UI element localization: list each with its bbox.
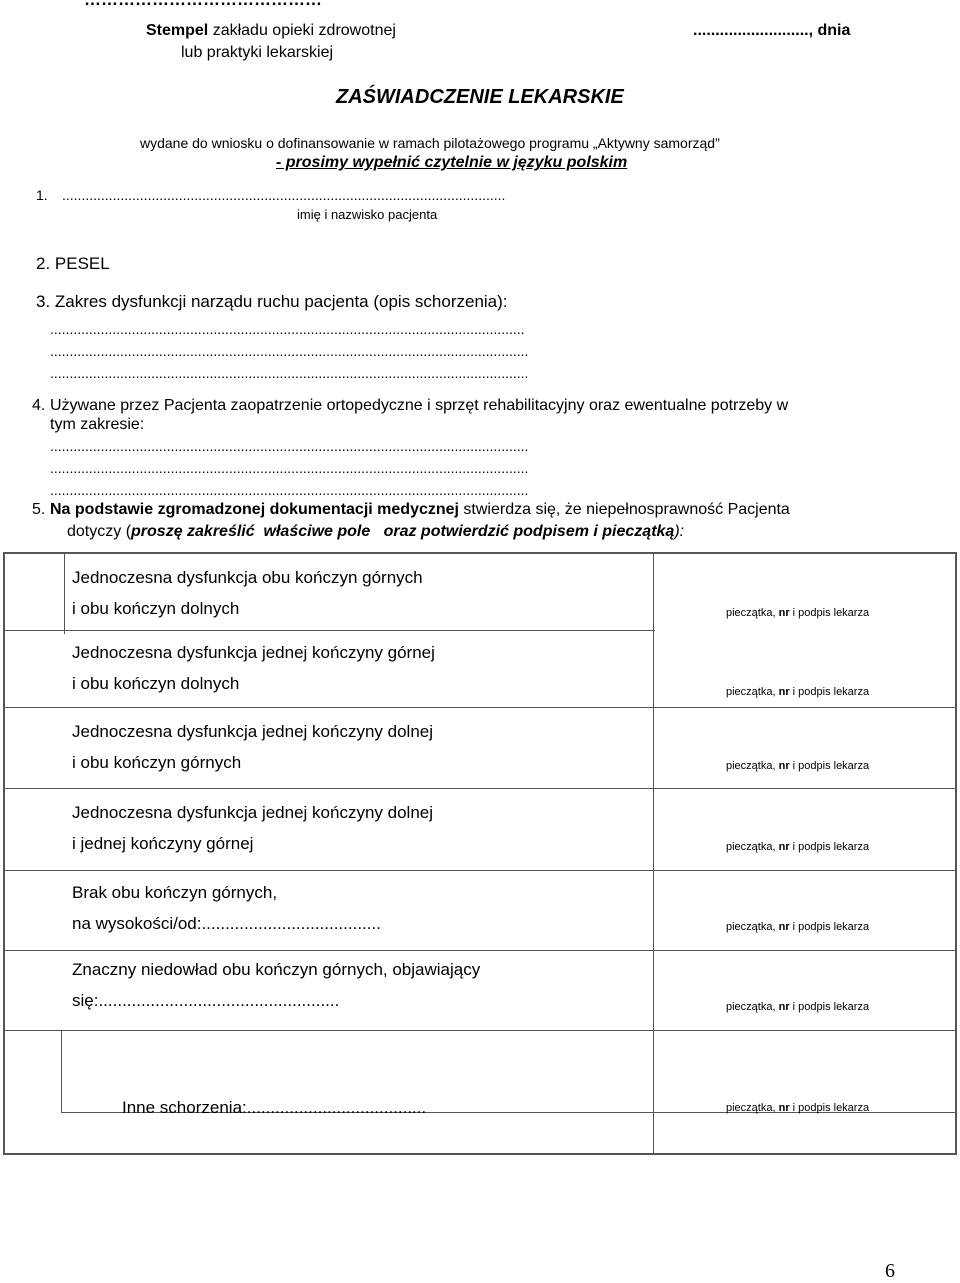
- sig-post: i podpis lekarza: [789, 686, 870, 698]
- row-4-line-1: Jednoczesna dysfunkcja jednej kończyny dolnej: [72, 803, 434, 822]
- row-5-line-2: na wysokości/od:......................................: [72, 914, 381, 933]
- sig-nr: nr: [778, 686, 790, 698]
- date-suffix: , dnia: [808, 22, 851, 39]
- sig-post: i podpis lekarza: [789, 1001, 870, 1013]
- sig-post: i podpis lekarza: [789, 841, 870, 853]
- sig-nr: nr: [778, 607, 790, 619]
- stamp-label-line1: [146, 22, 396, 40]
- table-row-2[interactable]: [72, 637, 435, 699]
- row-2-line-1: Jednoczesna dysfunkcja jednej kończyny górnej: [72, 643, 435, 662]
- field-5-text-1: [50, 501, 790, 519]
- stamp-label-bold: Stempel: [146, 22, 209, 39]
- sig-pre: pieczątka,: [726, 921, 779, 933]
- table-vline-bottom: [61, 1030, 62, 1112]
- document-title: ZAŚWIADCZENIE LEKARSKIE: [336, 86, 624, 108]
- table-row-5[interactable]: [72, 877, 381, 939]
- sig-nr: nr: [778, 1001, 790, 1013]
- sig-pre: pieczątka,: [726, 841, 779, 853]
- row-1-line-2: i obu kończyn dolnych: [72, 599, 240, 618]
- row-4-signature[interactable]: [726, 841, 869, 853]
- field-1-number: 1.: [36, 187, 48, 203]
- field-5-line2-c: oraz potwierdzić podpisem i pieczątką: [370, 523, 675, 540]
- table-row-1[interactable]: [72, 562, 423, 624]
- table-row-3[interactable]: [72, 716, 433, 778]
- sig-nr: nr: [778, 760, 790, 772]
- table-hline-2: [5, 707, 955, 708]
- field-5-line2-a: dotyczy (: [67, 523, 132, 540]
- table-row-4[interactable]: [72, 797, 433, 859]
- row-3-signature[interactable]: [726, 760, 869, 772]
- row-2-line-2: i obu kończyn dolnych: [72, 674, 240, 693]
- table-hline-3: [5, 788, 955, 789]
- row-3-line-1: Jednoczesna dysfunkcja jednej kończyny dolnej: [72, 722, 434, 741]
- row-5-line-1: Brak obu kończyn górnych,: [72, 883, 278, 902]
- table-vline-right: [653, 552, 654, 634]
- field-4-number: 4.: [32, 397, 46, 414]
- row-7-signature[interactable]: [726, 1102, 869, 1114]
- table-hline-4: [5, 870, 955, 871]
- sig-pre: pieczątka,: [726, 686, 779, 698]
- row-4-line-2: i jednej kończyny górnej: [72, 834, 254, 853]
- row-5-signature[interactable]: [726, 921, 869, 933]
- table-vline-right-2: [653, 634, 654, 1154]
- document-subtitle: wydane do wniosku o dofinansowanie w ramach pilotażowego programu „Aktywny samorząd”: [140, 135, 720, 151]
- table-hline-1: [5, 630, 655, 631]
- sig-post: i podpis lekarza: [789, 760, 870, 772]
- date-dots: ..........................: [693, 22, 809, 39]
- field-3-line-1[interactable]: ..........................................................................................................................: [50, 321, 525, 337]
- row-3-line-2: i obu kończyn górnych: [72, 753, 242, 772]
- sig-nr: nr: [778, 921, 790, 933]
- patient-name-caption: imię i nazwisko pacjenta: [297, 207, 438, 222]
- stamp-label-rest: zakładu opieki zdrowotnej: [208, 22, 396, 39]
- table-vline-left: [64, 552, 65, 634]
- row-2-signature[interactable]: [726, 686, 869, 698]
- row-1-line-1: Jednoczesna dysfunkcja obu kończyn górnych: [72, 568, 423, 587]
- sig-pre: pieczątka,: [726, 607, 779, 619]
- field-3-line-2[interactable]: ...........................................................................................................................: [50, 343, 529, 359]
- row-6-line-2: się:...................................................: [72, 991, 340, 1010]
- sig-post: i podpis lekarza: [789, 921, 870, 933]
- field-3-line-3[interactable]: ...........................................................................................................................: [50, 365, 529, 381]
- row-6-line-1: Znaczny niedowład obu kończyn górnych, objawiający: [72, 960, 481, 979]
- top-dots: [84, 0, 322, 10]
- sig-pre: pieczątka,: [726, 760, 779, 772]
- field-5-line2-d: ):: [674, 523, 685, 540]
- field-4-line-2[interactable]: ...........................................................................................................................: [50, 460, 529, 476]
- field-5-number: 5.: [32, 501, 46, 518]
- row-1-signature[interactable]: [726, 607, 869, 619]
- field-4-text-1: Używane przez Pacjenta zaopatrzenie ortopedyczne i sprzęt rehabilitacyjny oraz ewentualne potrzeby w: [50, 397, 789, 414]
- stamp-label-line2: lub praktyki lekarskiej: [181, 44, 334, 61]
- table-row-6[interactable]: [72, 954, 480, 1016]
- sig-nr: nr: [778, 1102, 790, 1114]
- row-6-signature[interactable]: [726, 1001, 869, 1013]
- fill-instruction: - prosimy wypełnić czytelnie w języku polskim: [276, 154, 628, 171]
- field-3-label: 3. Zakres dysfunkcji narządu ruchu pacjenta (opis schorzenia):: [36, 292, 508, 311]
- sig-post: i podpis lekarza: [789, 607, 870, 619]
- field-5-line2-b: proszę zakreślić właściwe pole: [131, 523, 371, 540]
- sig-nr: nr: [778, 841, 790, 853]
- field-4-text-2: tym zakresie:: [50, 416, 145, 433]
- page-number: 6: [885, 1260, 895, 1282]
- field-5-text-2: [67, 523, 684, 541]
- pesel-field[interactable]: 2. PESEL: [36, 254, 110, 273]
- table-top-border: [3, 552, 957, 554]
- row-7-line-1: Inne schorzenia:......................................: [122, 1098, 427, 1117]
- sig-pre: pieczątka,: [726, 1001, 779, 1013]
- field-4-line-3[interactable]: ...........................................................................................................................: [50, 482, 529, 498]
- field-4-line-1[interactable]: ...........................................................................................................................: [50, 438, 529, 454]
- field-5-bold: Na podstawie zgromadzonej dokumentacji medycznej: [50, 501, 459, 518]
- date-field[interactable]: [693, 22, 850, 40]
- table-hline-6: [5, 1030, 955, 1031]
- sig-post: i podpis lekarza: [789, 1102, 870, 1114]
- table-row-7[interactable]: [122, 1092, 426, 1123]
- sig-pre: pieczątka,: [726, 1102, 779, 1114]
- field-5-rest: stwierdza się, że niepełnosprawność Pacjenta: [458, 501, 790, 518]
- patient-name-field[interactable]: ..................................................................................................................: [62, 187, 506, 203]
- table-hline-5: [5, 950, 955, 951]
